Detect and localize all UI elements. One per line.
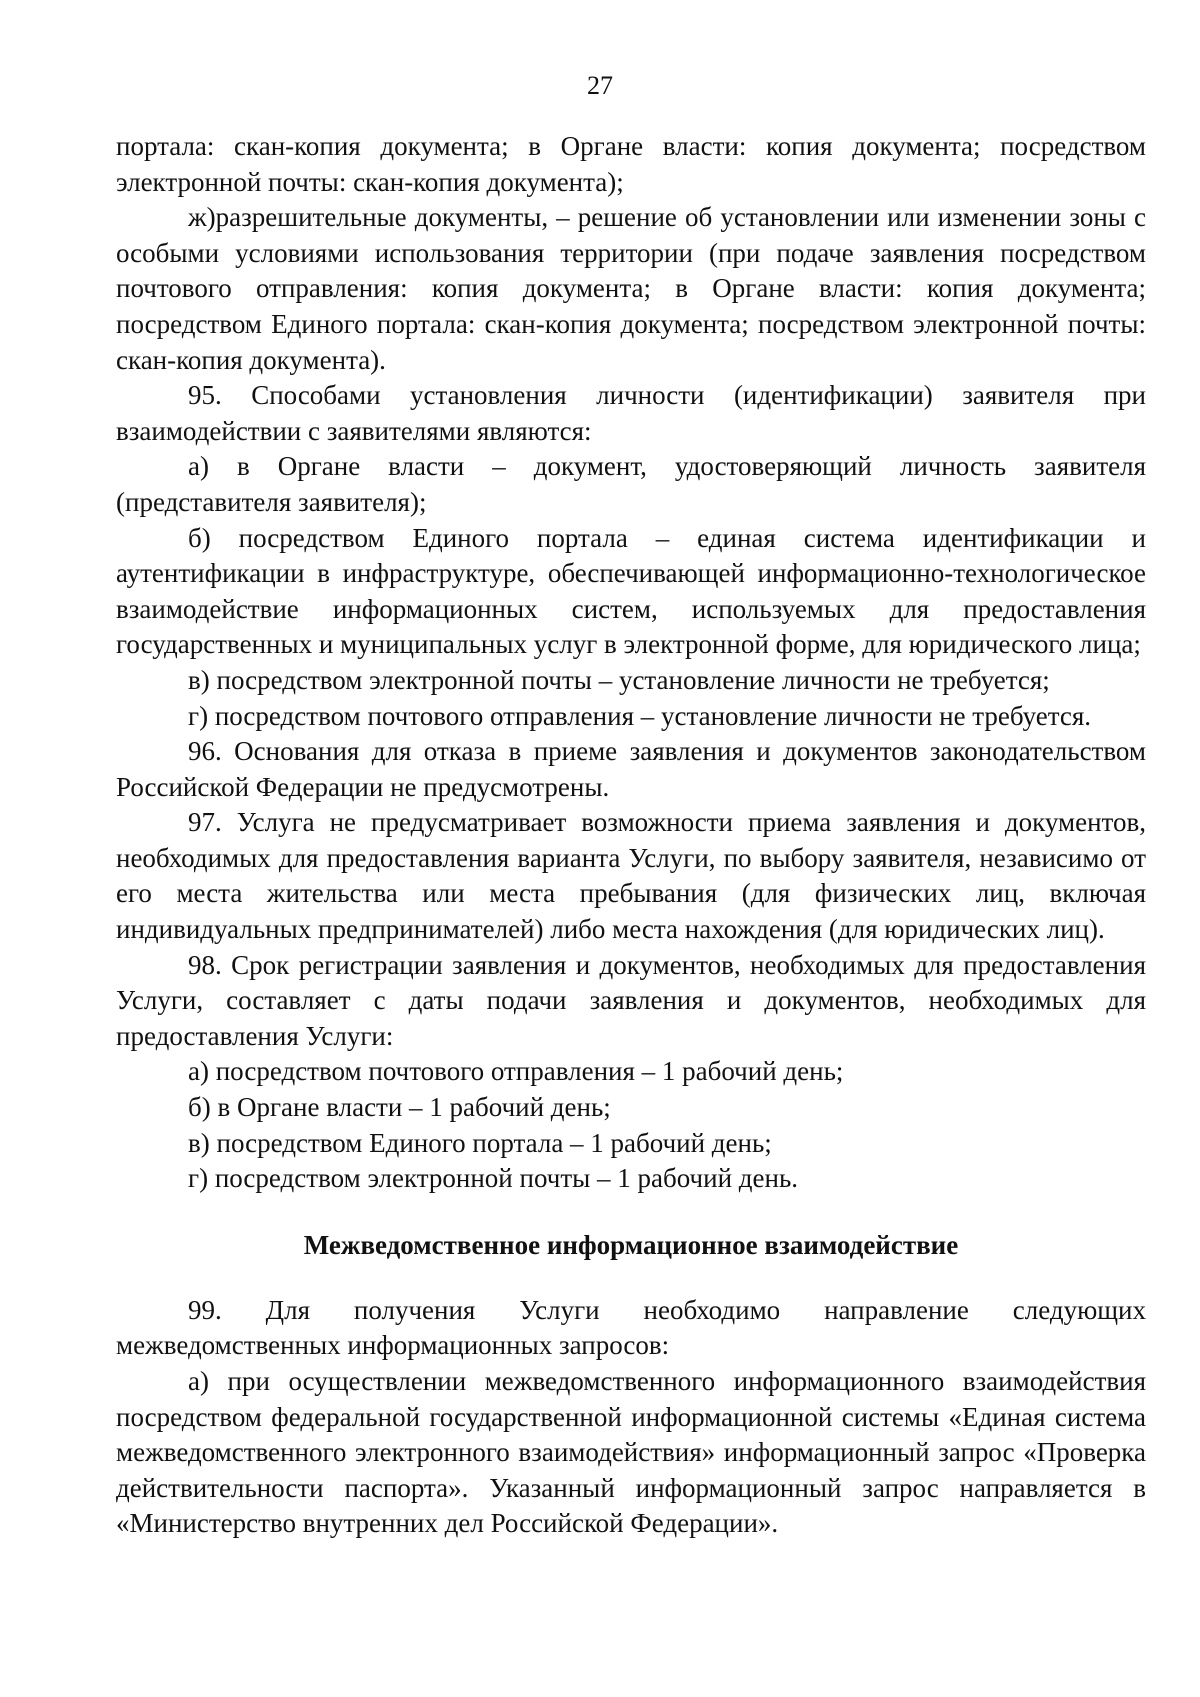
paragraph: 99. Для получения Услуги необходимо направление следующих межведомственных информационных запросов:: [116, 1294, 1146, 1361]
paragraph: 97. Услуга не предусматривает возможности приема заявления и документов, необходимых для предоставления варианта Услуги, по выбору заявителя, независимо от его места жительства или места пребывания (для физических лиц, включая индивидуальных предпринимателей) либо места нахождения (для юридических лиц).: [116, 807, 1146, 945]
paragraph: а) при осуществлении межведомственного информационного взаимодействия посредством федеральной государственной информационной системы «Единая система межведомственного электронного взаимодействия» информационный запрос «Проверка действительности паспорта». Указанный информационный запрос направляется в «Министерство внутренних дел Российской Федерации».: [116, 1366, 1146, 1539]
paragraph: в) посредством электронной почты – установление личности не требуется;: [188, 664, 1050, 695]
paragraph: 95. Способами установления личности (идентификации) заявителя при взаимодействии с заявителями являются:: [116, 380, 1146, 446]
paragraph: а) посредством почтового отправления – 1 рабочий день;: [188, 1056, 844, 1087]
paragraph: 98. Срок регистрации заявления и документов, необходимых для предоставления Услуги, составляет с даты подачи заявления и документов, необходимых для предоставления Услуги:: [116, 949, 1146, 1051]
page-number: 27: [587, 71, 613, 100]
document-body: [116, 129, 1146, 1542]
paragraphs-after-heading: [116, 1293, 1146, 1542]
paragraph: портала: скан-копия документа; в Органе власти: копия документа; посредством электронной почты: скан-копия документа);: [116, 131, 1146, 197]
paragraph: б) посредством Единого портала – единая система идентификации и аутентификации в инфраструктуре, обеспечивающей информационно-технологическое взаимодействие информационных систем, используемых для предоставления государственных и муниципальных услуг в электронной форме, для юридического лица;: [116, 522, 1146, 660]
paragraphs-before-heading: [116, 129, 1146, 1197]
paragraph: а) в Органе власти – документ, удостоверяющий личность заявителя (представителя заявителя);: [116, 451, 1146, 517]
paragraph: г) посредством почтового отправления – установление личности не требуется.: [188, 700, 1092, 731]
paragraph: 96. Основания для отказа в приеме заявления и документов законодательством Российской Федерации не предусмотрены.: [116, 736, 1146, 802]
paragraph: б) в Органе власти – 1 рабочий день;: [188, 1092, 611, 1123]
paragraph: г) посредством электронной почты – 1 рабочий день.: [188, 1163, 799, 1194]
paragraph: ж)разрешительные документы, – решение об установлении или изменении зоны с особыми условиями использования территории (при подаче заявления посредством почтового отправления: копия документа; в Органе власти: копия документа; посредством Единого портала: скан-копия документа; посредством электронной почты: скан-копия документа).: [116, 202, 1146, 375]
paragraph: в) посредством Единого портала – 1 рабочий день;: [188, 1127, 772, 1158]
section-heading: Межведомственное информационное взаимодействие: [303, 1229, 959, 1260]
